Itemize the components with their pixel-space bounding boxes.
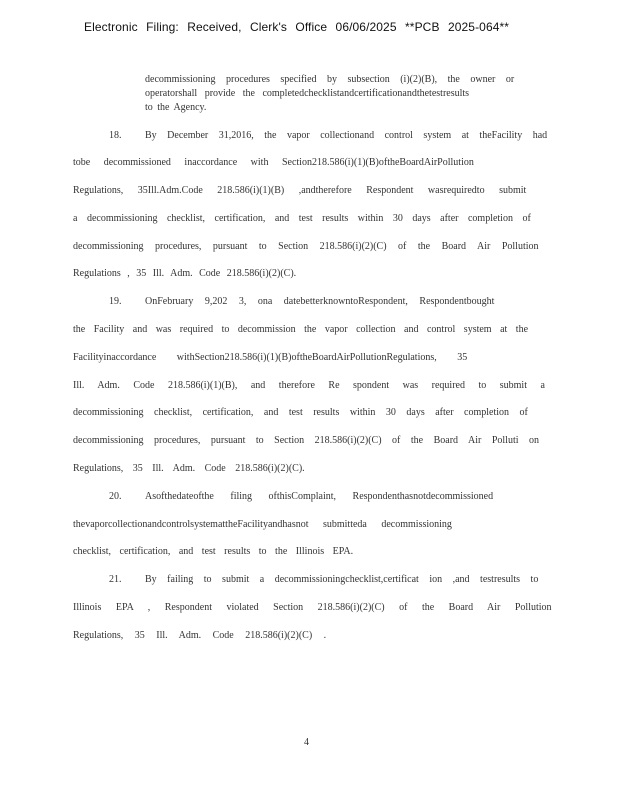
paragraph-line: Ill. Adm. Code 218.586(i)(1)(B), and therefore Re spondent was required to submit a bbox=[73, 380, 545, 391]
paragraph-line: Regulations, 35 Ill. Adm. Code 218.586(i)(2)(C). bbox=[73, 463, 305, 474]
paragraph-number: 19. bbox=[109, 296, 122, 307]
paragraph-line: Asofthedateofthe filing ofthisComplaint, Respondenthasnotdecommissioned bbox=[145, 491, 494, 502]
paragraph-line: Regulations, 35 Ill. Adm. Code 218.586(i)(2)(C) . bbox=[73, 630, 327, 641]
paragraph-line: checklist, certification, and test results to the Illinois EPA. bbox=[73, 546, 354, 557]
paragraph-line: By failing to submit a decommissioningchecklist,certificat ion ,and testresults to bbox=[145, 574, 539, 585]
paragraph-line: decommissioning checklist, certification, and test results within 30 days after completion of bbox=[73, 407, 528, 418]
paragraph-line: Illinois EPA , Respondent violated Section 218.586(i)(2)(C) of the Board Air Pollution bbox=[73, 602, 552, 613]
paragraph-line: a decommissioning checklist, certification, and test results within 30 days after completion of bbox=[73, 213, 531, 224]
block-quote-line: operatorshall provide the completedchecklistandcertificationandthetestresults bbox=[145, 88, 470, 99]
paragraph-line: Regulations , 35 Ill. Adm. Code 218.586(i)(2)(C). bbox=[73, 268, 297, 279]
paragraph-line: Regulations, 35Ill.Adm.Code 218.586(i)(1)(B) ,andtherefore Respondent wasrequiredto submit bbox=[73, 185, 527, 196]
paragraph-line: decommissioning procedures, pursuant to Section 218.586(i)(2)(C) of the Board Air Polluti on bbox=[73, 435, 539, 446]
paragraph-number: 21. bbox=[109, 574, 122, 585]
paragraph-line: the Facility and was required to decommission the vapor collection and control system at the bbox=[73, 324, 529, 335]
paragraph-line: Facilityinaccordance withSection218.586(i)(1)(B)oftheBoardAirPollutionRegulations, 35 bbox=[73, 352, 468, 363]
page-number: 4 bbox=[304, 737, 309, 748]
filing-stamp-header: Electronic Filing: Received, Clerk's Office 06/06/2025 **PCB 2025-064** bbox=[84, 20, 510, 34]
paragraph-line: decommissioning procedures, pursuant to Section 218.586(i)(2)(C) of the Board Air Pollution bbox=[73, 241, 539, 252]
paragraph-number: 20. bbox=[109, 491, 122, 502]
block-quote-line: to the Agency. bbox=[145, 102, 207, 113]
paragraph-line: tobe decommissioned inaccordance with Section218.586(i)(1)(B)oftheBoardAirPollution bbox=[73, 157, 474, 168]
block-quote-line: decommissioning procedures specified by subsection (i)(2)(B), the owner or bbox=[145, 74, 515, 85]
paragraph-line: By December 31,2016, the vapor collectionand control system at theFacility had bbox=[145, 130, 548, 141]
paragraph-number: 18. bbox=[109, 130, 122, 141]
paragraph-line: thevaporcollectionandcontrolsystemattheFacilityandhasnot submitteda decommissioning bbox=[73, 519, 452, 530]
paragraph-line: OnFebruary 9,202 3, ona datebetterknowntoRespondent, Respondentbought bbox=[145, 296, 495, 307]
